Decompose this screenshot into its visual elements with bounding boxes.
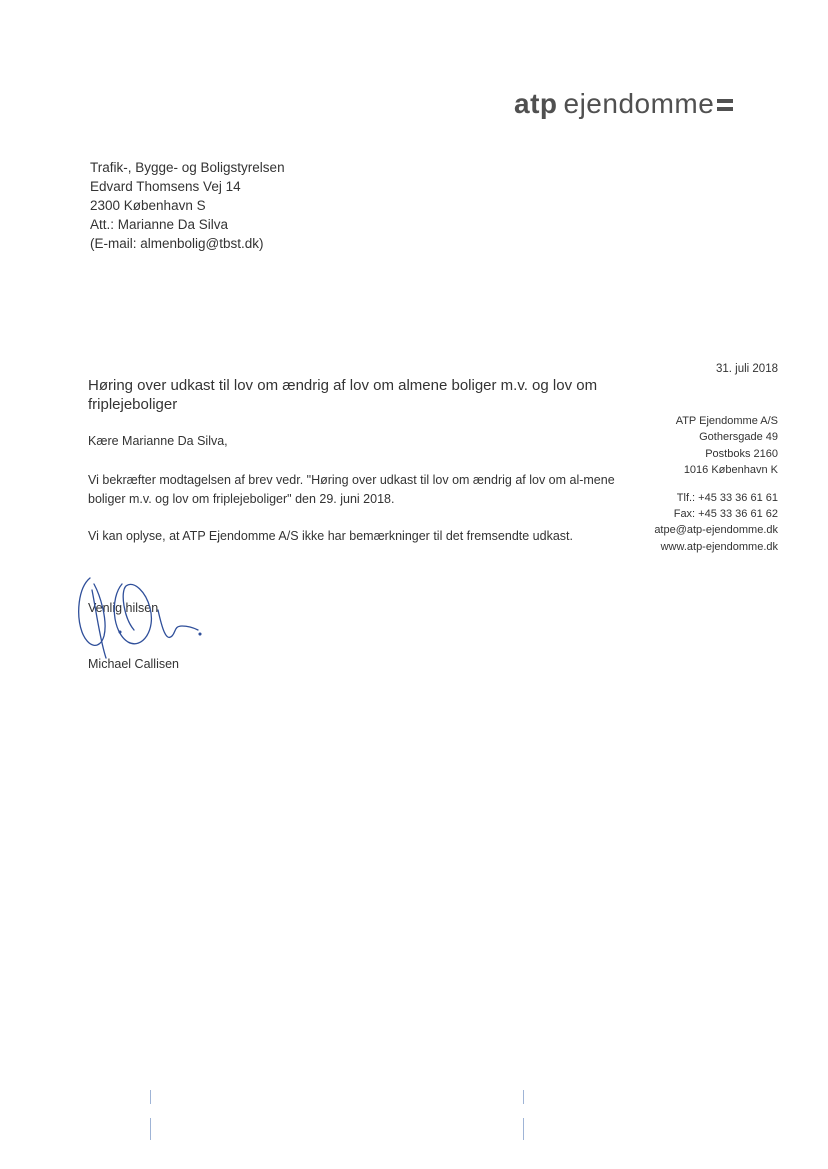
recipient-line: Trafik-, Bygge- og Boligstyrelsen [90,160,285,175]
letter-signer-name: Michael Callisen [88,657,180,671]
recipient-line: Att.: Marianne Da Silva [90,217,229,232]
sender-street: Gothersgade 49 [699,431,778,444]
letter-salutation: Kære Marianne Da Silva, [88,434,228,448]
sender-block [654,413,778,555]
logo-ejendomme-text: ejendomme [563,88,715,119]
sender-fax: Fax: +45 33 36 61 62 [673,508,778,521]
scan-mark [150,1090,151,1104]
company-logo [514,88,733,120]
letter-paragraph-1: Vi bekræfter modtagelsen af brev vedr. "Høring over udkast til lov om ændrig af lov om al-mene boliger m.v. og lov om friplejeboliger" den 29. juni 2018. [88,473,615,506]
letter-paragraph-2: Vi kan oplyse, at ATP Ejendomme A/S ikke har bemærkninger til det fremsendte udkast. [88,529,573,543]
sender-web: www.atp-ejendomme.dk [660,540,778,553]
logo-atp-text: atp [514,88,558,119]
scan-mark [523,1118,524,1140]
recipient-line: Edvard Thomsens Vej 14 [90,179,241,194]
scan-mark [523,1090,524,1104]
letter-closing: Venlig hilsen [88,601,159,615]
recipient-address [90,158,285,253]
sender-pobox: Postboks 2160 [705,447,778,460]
sender-city: 1016 København K [683,464,778,477]
scan-mark [150,1118,151,1140]
letter-subject: Høring over udkast til lov om ændrig af lov om almene boliger m.v. og lov om friplejeboliger [88,377,598,413]
recipient-line: 2300 København S [90,198,206,213]
handwritten-signature [70,570,210,665]
recipient-line: (E-mail: almenbolig@tbst.dk) [90,236,264,251]
sender-spacer [654,479,778,490]
letter-date: 31. juli 2018 [715,363,778,375]
logo-equals-mark-icon [717,99,733,111]
sender-company: ATP Ejendomme A/S [675,415,778,427]
sender-phone: Tlf.: +45 33 36 61 61 [676,491,778,504]
sender-email: atpe@atp-ejendomme.dk [654,524,778,537]
